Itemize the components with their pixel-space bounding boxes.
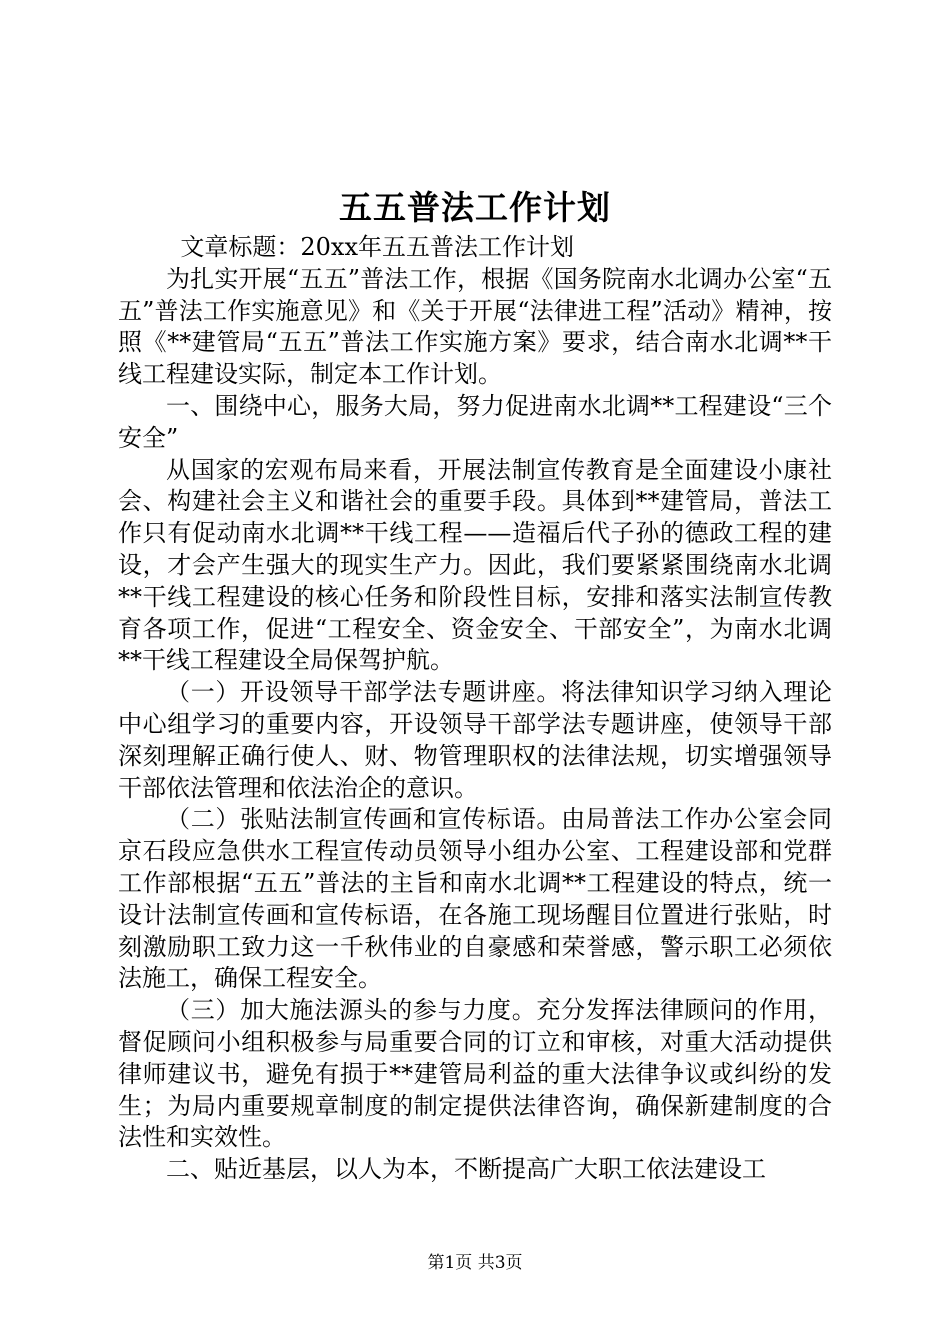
article-title-line: 文章标题：20xx年五五普法工作计划 — [180, 233, 574, 261]
paragraph-item-1: （一）开设领导干部学法专题讲座。将法律知识学习纳入理论中心组学习的重要内容，开设领导干部学法专题讲座，使领导干部深刻理解正确行使人、财、物管理职权的法律法规，切实增强领导干部依法管理和依法治企的意识。 — [118, 678, 832, 802]
paragraph-item-3: （三）加大施法源头的参与力度。充分发挥法律顾问的作用，督促顾问小组积极参与局重要合同的订立和审核，对重大活动提供律师建议书，避免有损于**建管局利益的重大法律争议或纠纷的发生；为局内重要规章制度的制定提供法律咨询，确保新建制度的合法性和实效性。 — [118, 996, 832, 1152]
section-heading-1: 一、围绕中心，服务大局，努力促进南水北调**工程建设“三个安全” — [118, 391, 832, 452]
section-heading-2: 二、贴近基层，以人为本，不断提高广大职工依法建设工 — [166, 1155, 766, 1184]
paragraph-intro: 为扎实开展“五五”普法工作，根据《国务院南水北调办公室“五五”普法工作实施意见》和《关于开展“法律进工程”活动》精神，按照《**建管局“五五”普法工作实施方案》要求，结合南水北调**干线工程建设实际，制定本工作计划。 — [118, 264, 832, 389]
page-footer: 第1页 共3页 — [427, 1253, 523, 1273]
document-body — [118, 232, 832, 1186]
document-title: 五五普法工作计划 — [339, 188, 611, 227]
paragraph-section-1: 从国家的宏观布局来看，开展法制宣传教育是全面建设小康社会、构建社会主义和谐社会的重要手段。具体到**建管局，普法工作只有促动南水北调**干线工程——造福后代子孙的德政工程的建设，才会产生强大的现实生产力。因此，我们要紧紧围绕南水北调**干线工程建设的核心任务和阶段性目标，安排和落实法制宣传教育各项工作，促进“工程安全、资金安全、干部安全”，为南水北调**干线工程建设全局保驾护航。 — [118, 455, 832, 675]
paragraph-item-2: （二）张贴法制宣传画和宣传标语。由局普法工作办公室会同京石段应急供水工程宣传动员领导小组办公室、工程建设部和党群工作部根据“五五”普法的主旨和南水北调**工程建设的特点，统一设计法制宣传画和宣传标语，在各施工现场醒目位置进行张贴，时刻激励职工致力这一千秋伟业的自豪感和荣誉感，警示职工必须依法施工，确保工程安全。 — [118, 805, 832, 993]
